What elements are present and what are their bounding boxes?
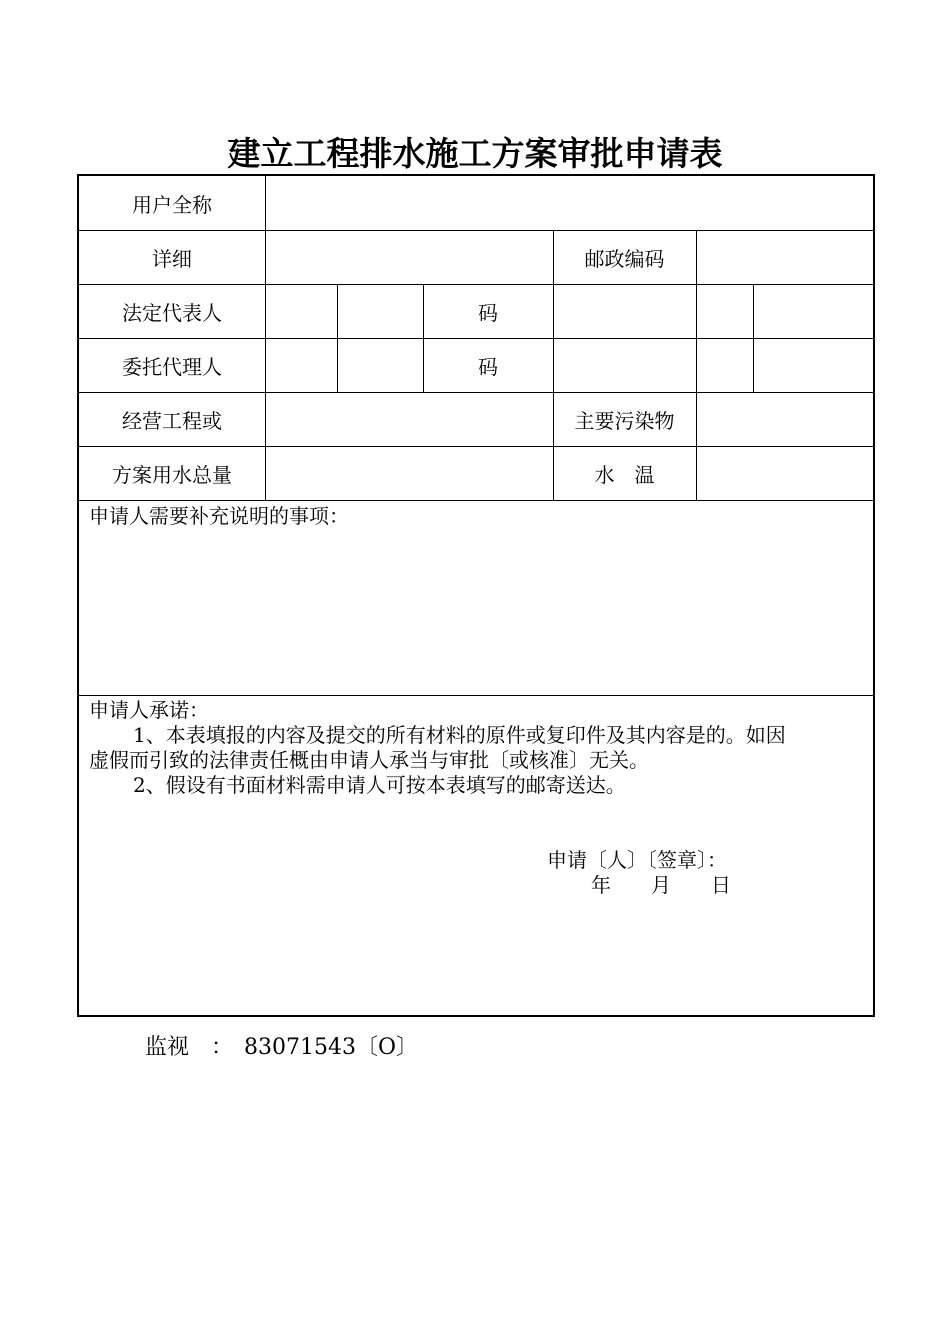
water-volume-field[interactable]: [267, 448, 551, 498]
promise-label: 申请人承诺：: [89, 698, 209, 722]
agent-label: 委托代理人: [122, 354, 222, 379]
water-temp-field[interactable]: [698, 448, 873, 498]
col-divider: [337, 284, 338, 392]
row-divider: [79, 695, 875, 696]
postal-code-field[interactable]: [698, 232, 873, 282]
pollutant-field[interactable]: [698, 394, 873, 444]
agent-phone-label-field[interactable]: [698, 340, 751, 390]
col-divider: [265, 176, 266, 500]
row-divider: [79, 500, 875, 501]
agent-code-field[interactable]: [555, 340, 694, 390]
agent-phone-field[interactable]: [755, 340, 873, 390]
signature-label: 申请〔人〕〔签章〕：: [547, 848, 727, 872]
application-form: [77, 174, 875, 1017]
agent-extra-field[interactable]: [339, 340, 421, 390]
user-name-field[interactable]: [267, 178, 873, 228]
page-title: 建立工程排水施工方案审批申请表: [227, 134, 723, 173]
business-field[interactable]: [267, 394, 551, 444]
detail-field[interactable]: [267, 232, 551, 282]
agent-name-field[interactable]: [267, 340, 335, 390]
agent-code-label: 码: [478, 354, 498, 379]
legal-rep-name-field[interactable]: [267, 286, 335, 336]
date-label: 年 月 日: [591, 873, 731, 897]
supplement-textarea[interactable]: [83, 532, 871, 690]
promise-item-1-line-2: 虚假而引致的法律责任概由申请人承当与审批〔或核准〕无关。: [89, 748, 649, 772]
col-divider: [696, 230, 697, 500]
legal-rep-code-field[interactable]: [555, 286, 694, 336]
postal-code-label: 邮政编码: [584, 246, 665, 271]
promise-item-1-line-1: 1、本表填报的内容及提交的所有材料的原件或复印件及其内容是的。如因: [133, 723, 786, 747]
business-label: 经营工程或: [122, 408, 222, 433]
detail-label: 详细: [152, 246, 192, 271]
user-name-label: 用户全称: [132, 192, 212, 217]
legal-rep-code-label: 码: [478, 300, 498, 325]
pollutant-label: 主要污染物: [574, 408, 675, 433]
legal-rep-extra-field[interactable]: [339, 286, 421, 336]
water-volume-label: 方案用水总量: [112, 462, 232, 487]
legal-rep-label: 法定代表人: [122, 300, 222, 325]
legal-rep-phone-field[interactable]: [755, 286, 873, 336]
col-divider: [753, 284, 754, 392]
supervision-phone: 监视 ： 83071543〔O〕: [145, 1035, 419, 1060]
legal-rep-phone-label-field[interactable]: [698, 286, 751, 336]
water-temp-label: 水 温: [594, 462, 655, 487]
supplement-label: 申请人需要补充说明的事项：: [89, 504, 349, 528]
promise-item-2: 2、假设有书面材料需申请人可按本表填写的邮寄送达。: [133, 773, 626, 797]
